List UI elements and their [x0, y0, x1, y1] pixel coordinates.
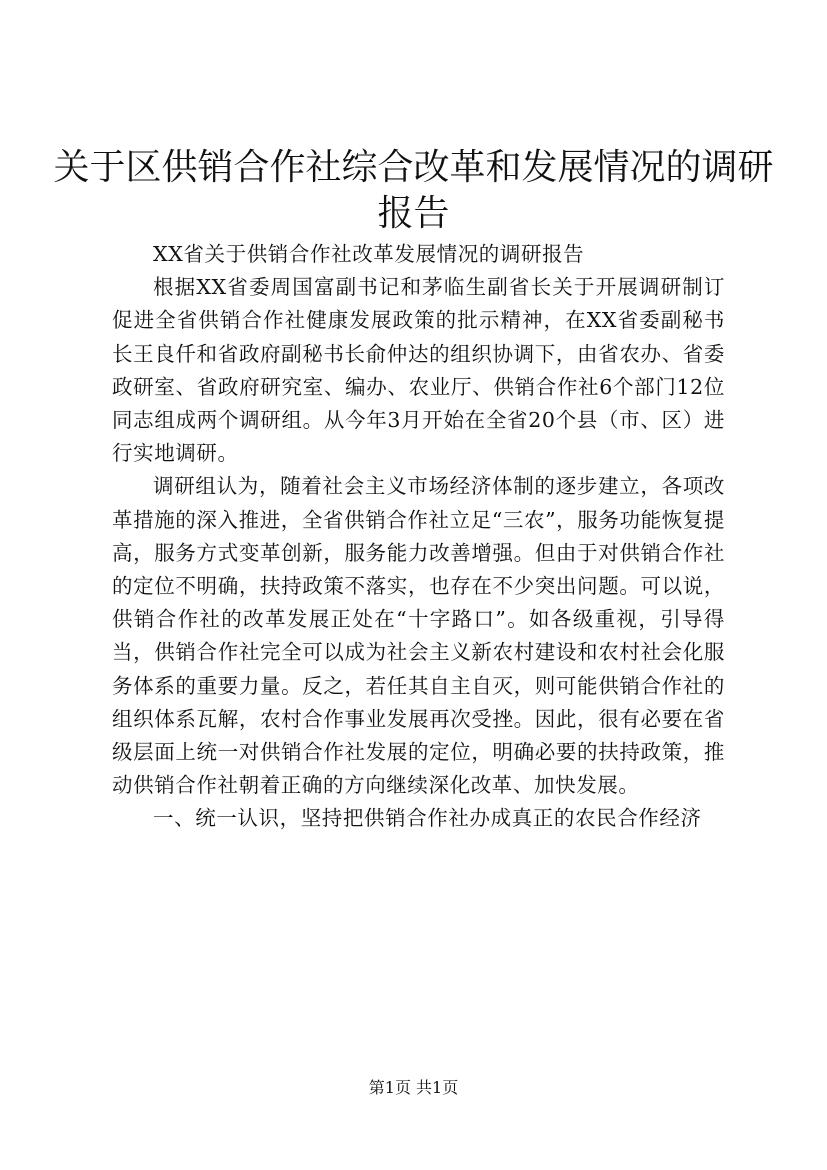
title-line-2: 报告 — [377, 193, 450, 234]
title-line-1: 关于区供销合作社综合改革和发展情况的调研 — [53, 147, 774, 188]
document-title — [0, 145, 827, 237]
paragraph-subtitle: XX省关于供销合作社改革发展情况的调研报告 — [153, 242, 585, 266]
paragraph-background: 根据XX省委周国富副书记和茅临生副省长关于开展调研制订促进全省供销合作社健康发展政策的批示精神，在XX省委副秘书长王良仟和省政府副秘书长俞仲达的组织协调下，由省农办、省委政研室、省政府研究室、编办、农业厅、供销合作社6个部门12位同志组成两个调研组。从今年3月开始在全省20个县（市、区）进行实地调研。 — [112, 275, 725, 466]
page-footer: 第1页 共1页 — [368, 1078, 459, 1097]
document-body — [112, 238, 725, 836]
paragraph-section-heading: 一、统一认识，坚持把供销合作社办成真正的农民合作经济 — [153, 806, 702, 831]
paragraph-findings: 调研组认为，随着社会主义市场经济体制的逐步建立，各项改革措施的深入推进，全省供销合作社立足“三农”，服务功能恢复提高，服务方式变革创新，服务能力改善增强。但由于对供销合作社的定位不明确，扶持政策不落实，也存在不少突出问题。可以说，供销合作社的改革发展正处在“十字路口”。如各级重视，引导得当，供销合作社完全可以成为社会主义新农村建设和农村社会化服务体系的重要力量。反之，若任其自主自灭，则可能供销合作社的组织体系瓦解，农村合作事业发展再次受挫。因此，很有必要在省级层面上统一对供销合作社发展的定位，明确必要的扶持政策，推动供销合作社朝着正确的方向继续深化改革、加快发展。 — [112, 474, 725, 798]
